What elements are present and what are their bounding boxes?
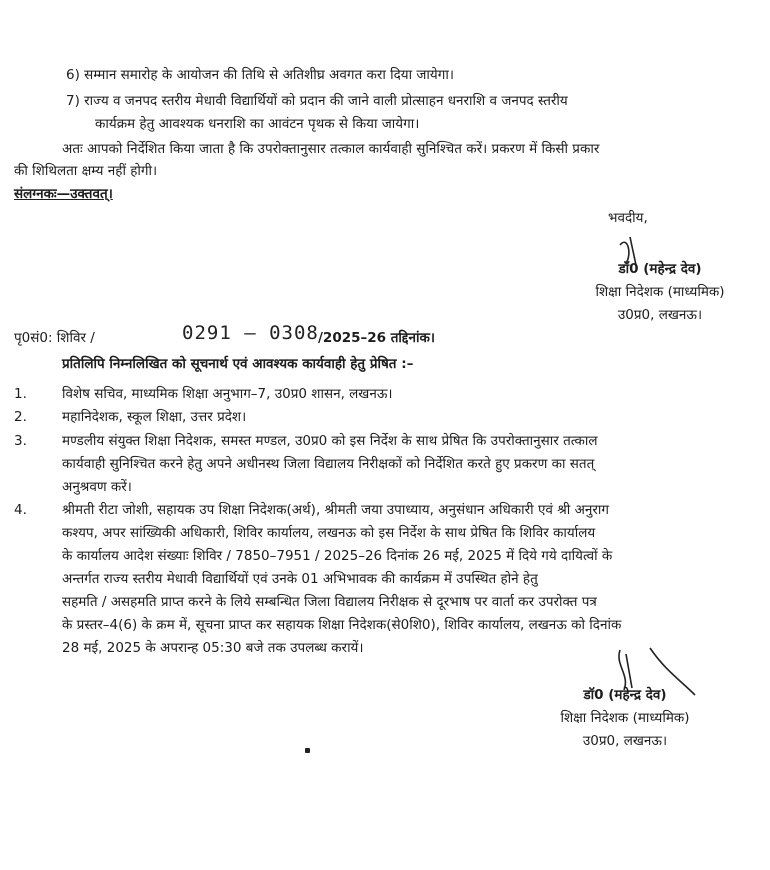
- copy-4-line-1: श्रीमती रीटा जोशी, सहायक उप शिक्षा निदेशक(अर्थ), श्रीमती जया उपाध्याय, अनुसंधान अधिकारी एवं श्री अनुराग: [62, 502, 609, 518]
- copy-4-line-7: 28 मई, 2025 के अपरान्ह 05:30 बजे तक उपलब्ध करायें।: [62, 640, 364, 656]
- copy-4-line-3: के कार्यालय आदेश संख्याः शिविर / 7850–7951 / 2025–26 दिनांक 26 मई, 2025 में दिये गये दायित्वों के: [62, 548, 613, 564]
- copy-heading: प्रतिलिपि निम्नलिखित को सूचनार्थ एवं आवश्यक कार्यवाही हेतु प्रेषित :–: [62, 356, 414, 372]
- directive-line-1: अतः आपको निर्देशित किया जाता है कि उपरोक्तानुसार तत्काल कार्यवाही सुनिश्चित करें। प्रकरण में किसी प्रकार: [62, 141, 600, 157]
- copy-4-line-6: के प्रस्तर–4(6) के क्रम में, सूचना प्राप्त कर सहायक शिक्षा निदेशक(से0शि0), शिविर कार्यालय, लखनऊ को दिनांक: [62, 617, 622, 633]
- ref-suffix: /2025–26 तद्दिनांक।: [318, 330, 435, 346]
- copy-1-text: विशेष सचिव, माध्यमिक शिक्षा अनुभाग–7, उ0प्र0 शासन, लखनऊ।: [62, 386, 393, 402]
- copy-3-number: 3.: [14, 433, 27, 449]
- ref-prefix: पृ0सं0: शिविर /: [14, 330, 95, 346]
- point-7-line-2: कार्यक्रम हेतु आवश्यक धनराशि का आवंटन पृथक से किया जायेगा।: [95, 116, 420, 132]
- copy-2-text: महानिदेशक, स्कूल शिक्षा, उत्तर प्रदेश।: [62, 409, 247, 425]
- signatory-designation-2: शिक्षा निदेशक (माध्यमिक): [560, 710, 690, 726]
- point-6: 6) सम्मान समारोह के आयोजन की तिथि से अतिशीघ्र अवगत करा दिया जायेगा।: [66, 67, 454, 83]
- copy-4-line-4: अन्तर्गत राज्य स्तरीय मेधावी विद्यार्थियों एवं उनके 01 अभिभावक की कार्यक्रम में उपस्थित होने हेतु: [62, 571, 538, 587]
- copy-3-line-2: कार्यवाही सुनिश्चित करने हेतु अपने अधीनस्थ जिला विद्यालय निरीक्षकों को निर्देशित करते हुए प्रकरण का सतत्: [62, 456, 595, 472]
- copy-3-line-1: मण्डलीय संयुक्त शिक्षा निदेशक, समस्त मण्डल, उ0प्र0 को इस निर्देश के साथ प्रेषित कि उपरोक्तानुसार तत्काल: [62, 433, 598, 449]
- signature-2: [520, 684, 730, 753]
- stray-mark: [305, 748, 310, 753]
- copy-3-line-3: अनुश्रवण करें।: [62, 479, 132, 495]
- directive-line-2: की शिथिलता क्षम्य नहीं होगी।: [14, 163, 158, 179]
- closing-salutation: भवदीय,: [608, 210, 648, 226]
- copy-1-number: 1.: [14, 386, 27, 402]
- copy-4-line-2: कश्यप, अपर सांख्यिकी अधिकारी, शिविर कार्यालय, लखनऊ को इस निर्देश के साथ प्रेषित कि शिविर कार्यालय: [62, 525, 596, 541]
- signatory-location-2: उ0प्र0, लखनऊ।: [582, 733, 668, 749]
- point-7-line-1: 7) राज्य व जनपद स्तरीय मेधावी विद्यार्थियों को प्रदान की जाने वाली प्रोत्साहन धनराशि व जनपद स्तरीय: [66, 93, 568, 109]
- signature-1: [560, 258, 760, 327]
- signatory-location-1: उ0प्र0, लखनऊ।: [617, 307, 703, 323]
- copy-4-line-5: सहमति / असहमति प्राप्त करने के लिये सम्बन्धित जिला विद्यालय निरीक्षक से दूरभाष पर वार्ता कर उपरोक्त पत्र: [62, 594, 597, 610]
- ref-handwritten-number: 0291 – 0308: [182, 322, 319, 344]
- signatory-name-1: डॉ0 (महेन्द्र देव): [618, 261, 702, 277]
- copy-2-number: 2.: [14, 409, 27, 425]
- signatory-name-2: डॉ0 (महेन्द्र देव): [583, 687, 667, 703]
- copy-4-number: 4.: [14, 502, 27, 518]
- signatory-designation-1: शिक्षा निदेशक (माध्यमिक): [595, 284, 725, 300]
- enclosure-note: संलग्नकः—उक्तवत्।: [14, 186, 113, 202]
